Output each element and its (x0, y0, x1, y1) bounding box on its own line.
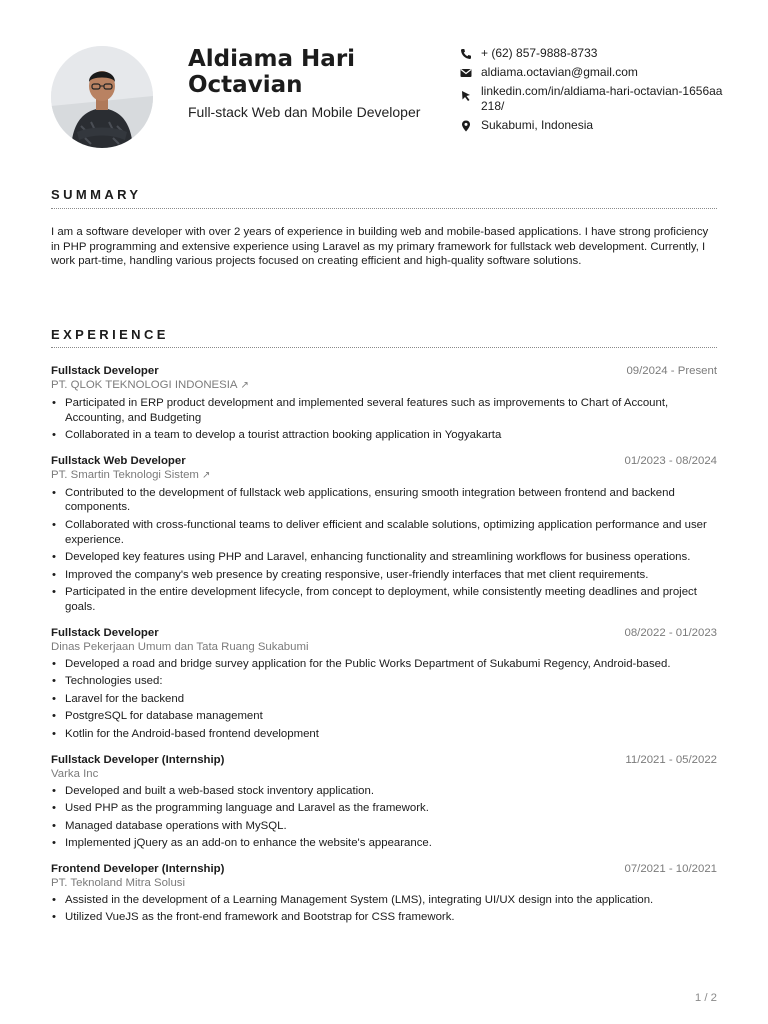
experience-entry (51, 862, 717, 925)
profile-photo-image (51, 46, 153, 148)
experience-entry-header (51, 753, 717, 767)
experience-entry (51, 454, 717, 615)
job-title: Fullstack Developer (51, 626, 159, 639)
job-bullet: • Assisted in the development of a Learning Management System (LMS), integrating UI/UX design into the application. (51, 893, 717, 908)
contact-location-text: Sukabumi, Indonesia (481, 118, 594, 132)
experience-list (51, 364, 717, 936)
contact-email[interactable] (458, 65, 728, 80)
contact-list (458, 46, 728, 137)
company-name[interactable] (51, 468, 717, 483)
job-bullet: • Laravel for the backend (51, 692, 717, 707)
job-bullets (51, 784, 717, 851)
experience-divider (51, 347, 717, 348)
job-title: Frontend Developer (Internship) (51, 862, 225, 875)
experience-entry (51, 753, 717, 851)
job-title: Fullstack Web Developer (51, 454, 186, 467)
job-bullets (51, 893, 717, 925)
candidate-name: Aldiama Hari Octavian (188, 46, 356, 98)
experience-entry-header (51, 454, 717, 468)
experience-entry (51, 364, 717, 443)
profile-photo (51, 46, 153, 148)
summary-text: I am a software developer with over 2 years of experience in building web and mobile-based applications. I have strong proficiency in PHP programming and extensive experience using Laravel as my primary framework for fullstack web development. Currently, I work part-time, handling various projects focused on creating efficient and high-quality software solutions. (51, 226, 709, 268)
external-link-arrow-icon[interactable]: ↗ (201, 469, 211, 481)
phone-icon (460, 48, 472, 60)
job-dates: 07/2021 - 10/2021 (624, 862, 717, 875)
summary-heading: SUMMARY (51, 187, 142, 202)
job-dates: 01/2023 - 08/2024 (624, 454, 717, 467)
link-pointer-icon (460, 90, 472, 102)
job-dates: 11/2021 - 05/2022 (625, 753, 717, 766)
job-bullet: • Implemented jQuery as an add-on to enhance the website's appearance. (51, 836, 717, 851)
contact-linkedin-text: linkedin.com/in/aldiama-hari-octavian-1656aa218/ (481, 84, 723, 113)
job-bullets (51, 486, 717, 615)
job-bullets (51, 657, 717, 742)
contact-location (458, 118, 728, 133)
contact-linkedin[interactable] (458, 84, 728, 114)
job-bullet: • Developed and built a web-based stock inventory application. (51, 784, 717, 799)
experience-heading: EXPERIENCE (51, 327, 169, 342)
company-name-text: PT. Smartin Teknologi Sistem (51, 468, 199, 481)
external-link-arrow-icon[interactable]: ↗ (240, 380, 249, 391)
contact-phone[interactable] (458, 46, 728, 61)
job-bullet: • Participated in the entire development lifecycle, from concept to deployment, while consistently meeting deadlines and project goals. (51, 585, 717, 614)
experience-entry-header (51, 626, 717, 640)
resume-header (0, 0, 768, 160)
experience-entry-header (51, 364, 717, 378)
job-bullet: • Collaborated in a team to develop a tourist attraction booking application in Yogyakarta (51, 428, 717, 443)
mail-icon (460, 67, 472, 79)
job-bullet: • Improved the company's web presence by creating responsive, user-friendly interfaces that met client requirements. (51, 568, 717, 583)
job-bullet: • Participated in ERP product development and implemented several features such as improvements to Chart of Account, Accounting, and Budgeting (51, 396, 717, 425)
job-bullets (51, 396, 717, 443)
job-bullet: • Used PHP as the programming language and Laravel as the framework. (51, 801, 717, 816)
job-bullet: • Contributed to the development of fullstack web applications, ensuring smooth integration between frontend and backend components. (51, 486, 717, 515)
job-dates: 09/2024 - Present (626, 365, 717, 377)
job-bullet: • Developed a road and bridge survey application for the Public Works Department of Sukabumi Regency, Android-based. (51, 657, 717, 672)
company-name-text: PT. Teknoland Mitra Solusi (51, 876, 186, 889)
company-name[interactable] (51, 378, 717, 393)
job-bullet: • Technologies used: (51, 674, 717, 689)
company-name (51, 767, 717, 781)
job-title: Fullstack Developer (Internship) (51, 753, 225, 766)
experience-entry-header (51, 862, 717, 876)
company-name (51, 640, 717, 654)
job-bullet: • PostgreSQL for database management (51, 709, 717, 724)
job-dates: 08/2022 - 01/2023 (624, 626, 717, 639)
company-name-text: Varka Inc (51, 767, 99, 780)
page-number: 1 / 2 (694, 992, 717, 1004)
company-name-text: PT. QLOK TEKNOLOGI INDONESIA (51, 379, 238, 391)
company-name-text: Dinas Pekerjaan Umum dan Tata Ruang Sukabumi (51, 640, 309, 653)
summary-divider (51, 208, 717, 209)
contact-email-text: aldiama.octavian@gmail.com (481, 65, 638, 79)
experience-entry (51, 626, 717, 742)
job-bullet: • Managed database operations with MySQL. (51, 819, 717, 834)
job-bullet: • Kotlin for the Android-based frontend development (51, 727, 717, 742)
job-bullet: • Utilized VueJS as the front-end framework and Bootstrap for CSS framework. (51, 910, 717, 925)
company-name (51, 876, 717, 890)
location-pin-icon (460, 120, 472, 132)
candidate-headline: Full-stack Web dan Mobile Developer (188, 104, 421, 120)
job-bullet: • Collaborated with cross-functional teams to deliver efficient and scalable solutions, optimizing application performance and user experience. (51, 518, 717, 547)
contact-phone-text: + (62) 857-9888-8733 (481, 46, 598, 60)
job-bullet: • Developed key features using PHP and Laravel, enhancing functionality and streamlining workflows for business operations. (51, 550, 717, 565)
job-title: Fullstack Developer (51, 365, 159, 377)
